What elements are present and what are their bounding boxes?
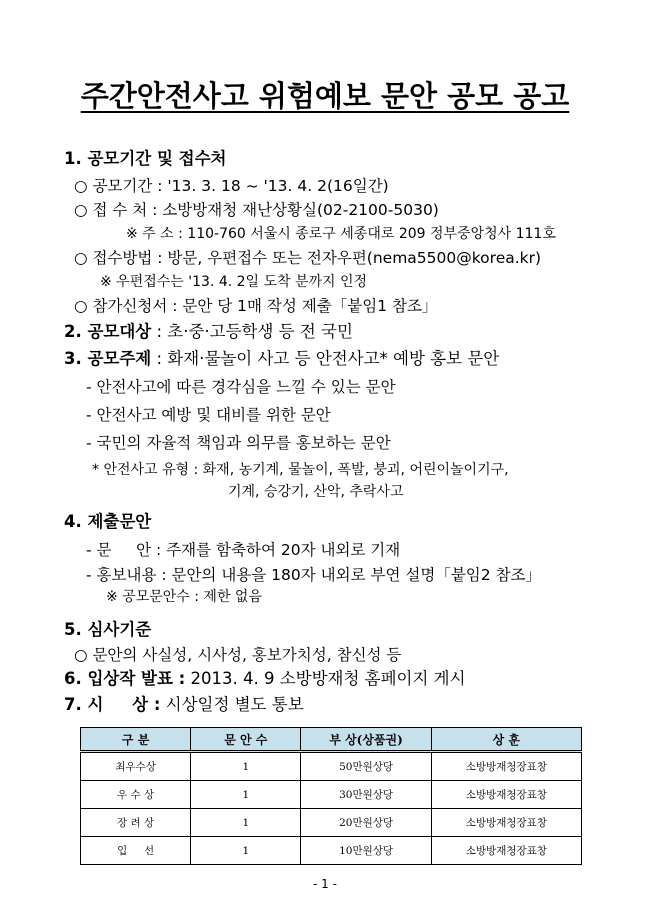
list-item: - 안전사고에 따른 경각심을 느낄 수 있는 문안 <box>86 378 396 396</box>
submit-note: ※ 공모문안수 : 제한 없음 <box>106 589 262 605</box>
col-header: 상 훈 <box>431 728 581 752</box>
period-line: ○ 공모기간 : '13. 3. 18 ~ '13. 4. 2(16일간) <box>74 177 389 195</box>
section-2 <box>64 322 353 342</box>
table-row <box>81 809 582 837</box>
address-line: ※ 주 소 : 110-760 서울시 종로구 세종대로 209 정부중앙청사 111호 <box>126 226 556 242</box>
table-cell: 1 <box>191 752 301 781</box>
table-cell: 소방방재청장표창 <box>431 781 581 809</box>
section-6 <box>64 669 466 689</box>
section-7-label: 7. 시 상 : <box>64 695 161 714</box>
list-item: - 안전사고 예방 및 대비를 위한 문안 <box>86 406 331 424</box>
mail-note-line: ※ 우편접수는 '13. 4. 2일 도착 분까지 인정 <box>100 274 368 290</box>
list-item: - 국민의 자율적 책임과 의무를 홍보하는 문안 <box>86 434 391 452</box>
table-cell: 10만원상당 <box>301 837 431 865</box>
table-cell: 50만원상당 <box>301 752 431 781</box>
form-line: ○ 참가신청서 : 문안 당 1매 작성 제출「붙임1 참조」 <box>74 297 438 315</box>
col-header: 부 상(상품권) <box>301 728 431 752</box>
section-3-label: 3. 공모주제 <box>64 349 152 368</box>
table-cell: 소방방재청장표창 <box>431 752 581 781</box>
section-2-label: 2. 공모대상 <box>64 322 152 341</box>
table-cell: 1 <box>191 781 301 809</box>
table-cell: 최우수상 <box>81 752 191 781</box>
table-cell: 입 선 <box>81 837 191 865</box>
criteria-line: ○ 문안의 사실성, 시사성, 홍보가치성, 참신성 등 <box>74 646 402 664</box>
accident-types-line-1: * 안전사고 유형 : 화재, 농기계, 물놀이, 폭발, 붕괴, 어린이놀이기구, <box>92 462 509 478</box>
table-cell: 20만원상당 <box>301 809 431 837</box>
section-1-heading: 1. 공모기간 및 접수처 <box>64 149 227 168</box>
table-cell: 소방방재청장표창 <box>431 809 581 837</box>
accident-types-line-2: 기계, 승강기, 산악, 추락사고 <box>228 484 404 500</box>
section-6-label: 6. 입상작 발표 : <box>64 669 186 688</box>
submit-item-1: - 문 안 : 주재를 함축하여 20자 내외로 기재 <box>86 541 401 559</box>
section-4-heading: 4. 제출문안 <box>64 512 152 531</box>
section-5-heading: 5. 심사기준 <box>64 620 152 639</box>
place-line: ○ 접 수 처 : 소방방재청 재난상황실(02-2100-5030) <box>74 201 439 219</box>
col-header: 구 분 <box>81 728 191 752</box>
section-2-text: : 초·중·고등학생 등 전 국민 <box>151 322 353 341</box>
section-3 <box>64 349 499 369</box>
table-cell: 우 수 상 <box>81 781 191 809</box>
table-cell: 30만원상당 <box>301 781 431 809</box>
page-title: 주간안전사고 위험예보 문안 공모 공고 <box>80 79 570 113</box>
table-header-row <box>81 728 582 752</box>
table-cell: 소방방재청장표창 <box>431 837 581 865</box>
col-header: 문 안 수 <box>191 728 301 752</box>
prize-table <box>80 727 582 865</box>
table-row <box>81 781 582 809</box>
table-row <box>81 837 582 865</box>
section-6-text: 2013. 4. 9 소방방재청 홈페이지 게시 <box>185 669 466 688</box>
table-cell: 1 <box>191 809 301 837</box>
table-row <box>81 752 582 781</box>
page-number: - 1 - <box>313 877 337 891</box>
table-cell: 1 <box>191 837 301 865</box>
section-3-text: : 화재·물놀이 사고 등 안전사고* 예방 홍보 문안 <box>151 349 500 368</box>
method-line: ○ 접수방법 : 방문, 우편접수 또는 전자우편(nema5500@korea.kr) <box>74 249 542 267</box>
section-7 <box>64 695 304 715</box>
section-7-text: 시상일정 별도 통보 <box>160 695 304 714</box>
submit-item-2: - 홍보내용 : 문안의 내용을 180자 내외로 부연 설명「붙임2 참조」 <box>86 566 542 584</box>
table-cell: 장 려 상 <box>81 809 191 837</box>
